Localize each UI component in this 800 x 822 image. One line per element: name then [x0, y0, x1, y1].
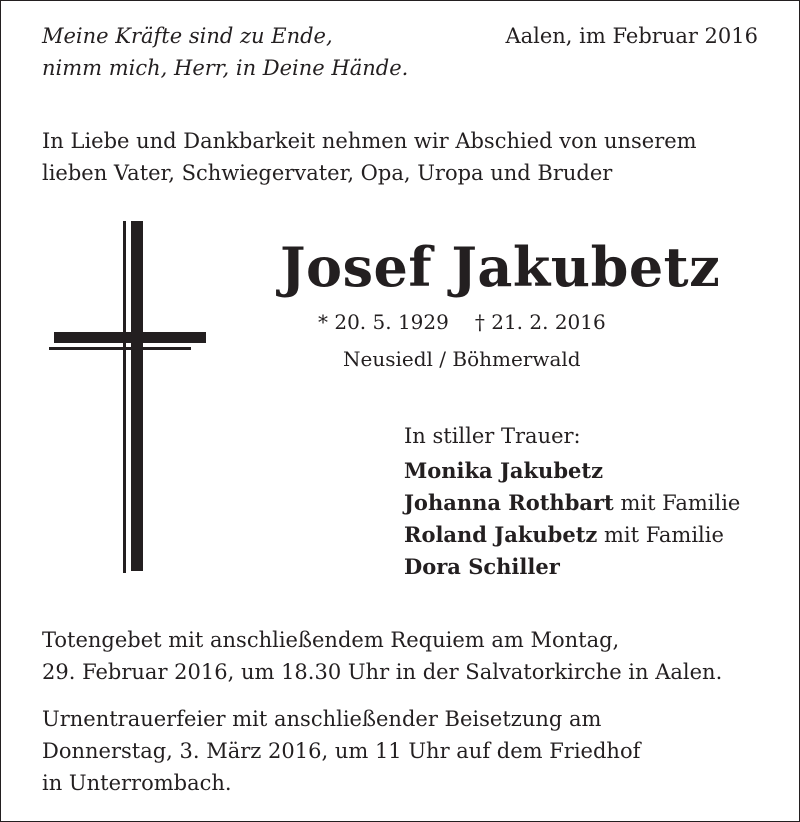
service-line-1: Totengebet mit anschließendem Requiem am Montag,	[42, 628, 620, 652]
mourner-row	[404, 551, 740, 583]
urn-line-3: in Unterrombach.	[42, 771, 232, 795]
latin-cross-icon	[46, 219, 210, 579]
verse-line-2: nimm mich, Herr, in Deine Hände.	[42, 56, 409, 80]
verse	[42, 20, 408, 84]
mourning-intro: In stiller Trauer:	[404, 424, 581, 448]
deceased-name: Josef Jakubetz	[280, 235, 721, 299]
life-dates	[318, 306, 606, 338]
urn-line-1: Urnentrauerfeier mit anschließender Beisetzung am	[42, 707, 602, 731]
verse-line-1: Meine Kräfte sind zu Ende,	[42, 24, 333, 48]
mourner-suffix: mit Familie	[613, 491, 741, 515]
origin: Neusiedl / Böhmerwald	[343, 347, 581, 371]
place-date: Aalen, im Februar 2016	[505, 24, 758, 48]
intro-line-2: lieben Vater, Schwiegervater, Opa, Uropa und Bruder	[42, 161, 613, 185]
mourner-name: Johanna Rothbart	[404, 490, 614, 515]
mourner-row	[404, 455, 740, 487]
birth-date: * 20. 5. 1929	[318, 310, 449, 334]
mourner-suffix: mit Familie	[597, 523, 724, 547]
mourner-name: Monika Jakubetz	[404, 458, 603, 483]
intro-text	[42, 125, 697, 189]
intro-line-1: In Liebe und Dankbarkeit nehmen wir Abschied von unserem	[42, 129, 697, 153]
mourner-name: Roland Jakubetz	[404, 522, 598, 547]
service-line-2: 29. Februar 2016, um 18.30 Uhr in der Salvatorkirche in Aalen.	[42, 660, 723, 684]
death-date: † 21. 2. 2016	[474, 310, 606, 334]
mourner-row	[404, 487, 740, 519]
mourner-name: Dora Schiller	[404, 554, 560, 579]
mourners-list	[404, 455, 740, 583]
urn-ceremony-notice	[42, 703, 640, 799]
mourner-row	[404, 519, 740, 551]
service-notice	[42, 624, 722, 688]
urn-line-2: Donnerstag, 3. März 2016, um 11 Uhr auf dem Friedhof	[42, 739, 641, 763]
